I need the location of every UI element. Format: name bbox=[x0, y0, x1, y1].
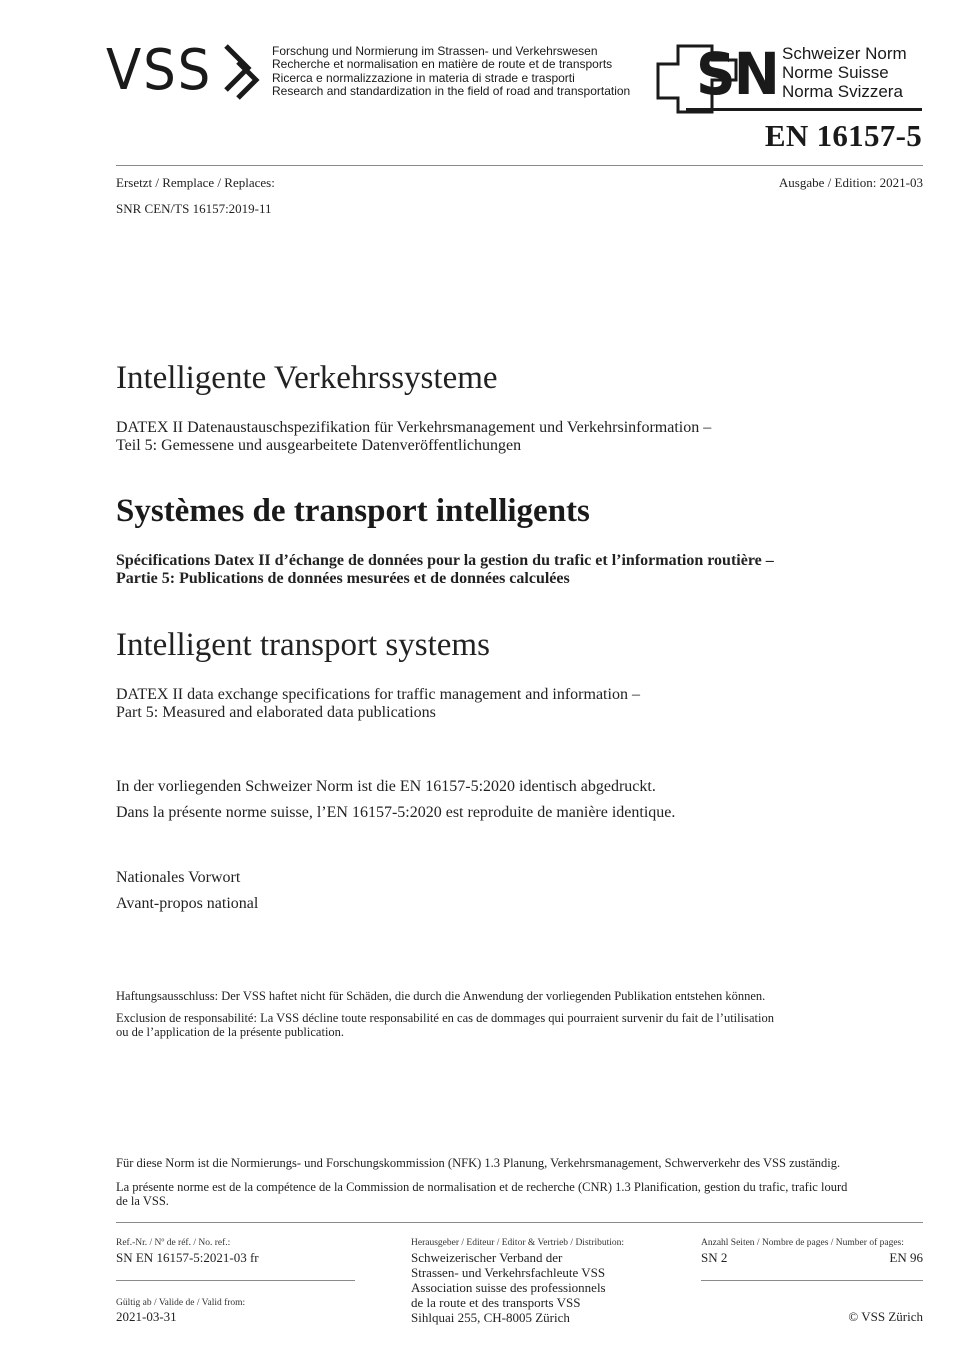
title-en: Intelligent transport systems bbox=[116, 627, 490, 663]
commission-de: Für diese Norm ist die Normierungs- und Forschungskommission (NFK) 1.3 Planung, Verkehrsmanagement, Schwerverkehr des VSS zuständig. bbox=[116, 1156, 841, 1170]
pages-label: Anzahl Seiten / Nombre de pages / Number of pages: bbox=[701, 1238, 904, 1248]
identical-statement-de: In der vorliegenden Schweizer Norm ist die EN 16157-5:2020 identisch abgedruckt. bbox=[116, 778, 656, 795]
identical-statement-fr: Dans la présente norme suisse, l’EN 16157-5:2020 est reproduite de manière identique. bbox=[116, 804, 676, 821]
footer-rule bbox=[116, 1222, 923, 1223]
subtitle-en bbox=[116, 686, 916, 722]
subtitle-fr-line-1: Spécifications Datex II d’échange de données pour la gestion du trafic et l’information routière – bbox=[116, 552, 774, 569]
title-fr: Systèmes de transport intelligents bbox=[116, 493, 590, 529]
replaces-label: Ersetzt / Remplace / Replaces: bbox=[116, 175, 275, 190]
sn-underline bbox=[686, 108, 922, 111]
publisher-label: Herausgeber / Editeur / Editor & Vertrieb / Distribution: bbox=[411, 1238, 624, 1248]
sn-designation bbox=[782, 44, 907, 101]
disclaimer-fr-line-1: Exclusion de responsabilité: La VSS décline toute responsabilité en cas de dommages qui pourraient survenir du fait de l’utilisation bbox=[116, 1011, 774, 1025]
header-rule bbox=[116, 165, 923, 166]
commission-fr-line-2: de la VSS. bbox=[116, 1194, 169, 1208]
publisher-address bbox=[411, 1250, 606, 1325]
replaces-value: SNR CEN/TS 16157:2019-11 bbox=[116, 201, 272, 216]
vss-tagline-it: Ricerca e normalizzazione in materia di strade e trasporti bbox=[272, 70, 575, 85]
sn-line-de: Schweizer Norm bbox=[782, 44, 907, 63]
subtitle-de-line-2: Teil 5: Gemessene und ausgearbeitete Datenveröffentlichungen bbox=[116, 437, 522, 454]
footer-col1-rule bbox=[116, 1280, 355, 1281]
sn-line-it: Norma Svizzera bbox=[782, 82, 903, 101]
valid-value: 2021-03-31 bbox=[116, 1309, 177, 1324]
subtitle-en-line-1: DATEX II data exchange specifications for traffic management and information – bbox=[116, 686, 640, 703]
vss-logo bbox=[106, 38, 266, 103]
commission-fr bbox=[116, 1180, 926, 1208]
vss-tagline-fr: Recherche et normalisation en matière de route et de transports bbox=[272, 57, 613, 72]
publisher-line-3: Association suisse des professionnels bbox=[411, 1280, 606, 1295]
subtitle-en-line-2: Part 5: Measured and elaborated data publications bbox=[116, 704, 436, 721]
national-foreword-de: Nationales Vorwort bbox=[116, 869, 241, 886]
vss-arrow-icon bbox=[212, 40, 262, 100]
valid-label: Gültig ab / Valide de / Valid from: bbox=[116, 1298, 246, 1308]
disclaimer-de: Haftungsausschluss: Der VSS haftet nicht für Schäden, die durch die Anwendung der vorliegenden Publikation entstehen können. bbox=[116, 989, 766, 1003]
commission-fr-line-1: La présente norme est de la compétence de la Commission de normalisation et de recherche (CNR) 1.3 Planification, gestion du trafic, trafic lourd bbox=[116, 1180, 848, 1194]
ref-label: Ref.-Nr. / Nº de réf. / No. ref.: bbox=[116, 1238, 231, 1248]
publisher-line-5: Sihlquai 255, CH-8005 Zürich bbox=[411, 1310, 570, 1325]
sn-logo-mark: SN bbox=[696, 40, 779, 108]
disclaimer-fr-line-2: ou de l’application de la présente publication. bbox=[116, 1025, 345, 1039]
vss-tagline bbox=[272, 45, 652, 99]
publisher-line-4: de la route et des transports VSS bbox=[411, 1295, 581, 1310]
publisher-line-2: Strassen- und Verkehrsfachleute VSS bbox=[411, 1265, 606, 1280]
standard-number: EN 16157-5 bbox=[764, 118, 922, 153]
copyright: © VSS Zürich bbox=[848, 1309, 923, 1324]
footer-col3-rule bbox=[701, 1280, 923, 1281]
disclaimer-fr bbox=[116, 1011, 926, 1039]
edition-label: Ausgabe / Edition: 2021-03 bbox=[778, 175, 923, 190]
vss-logo-text: VSS bbox=[106, 38, 213, 103]
publisher-line-1: Schweizerischer Verband der bbox=[411, 1250, 563, 1265]
vss-tagline-en: Research and standardization in the field of road and transportation bbox=[272, 84, 631, 99]
title-de: Intelligente Verkehrssysteme bbox=[116, 360, 498, 396]
subtitle-fr bbox=[116, 552, 916, 588]
ref-value: SN EN 16157-5:2021-03 fr bbox=[116, 1250, 259, 1265]
sn-line-fr: Norme Suisse bbox=[782, 63, 889, 82]
subtitle-fr-line-2: Partie 5: Publications de données mesurées et de données calculées bbox=[116, 570, 570, 587]
pages-sn: SN 2 bbox=[701, 1250, 728, 1265]
national-foreword-fr: Avant-propos national bbox=[116, 895, 259, 912]
vss-tagline-de: Forschung und Normierung im Strassen- und Verkehrswesen bbox=[272, 44, 598, 58]
subtitle-de-line-1: DATEX II Datenaustauschspezifikation für Verkehrsmanagement und Verkehrsinformation – bbox=[116, 419, 712, 436]
subtitle-de bbox=[116, 419, 916, 455]
pages-en: EN 96 bbox=[889, 1250, 923, 1265]
